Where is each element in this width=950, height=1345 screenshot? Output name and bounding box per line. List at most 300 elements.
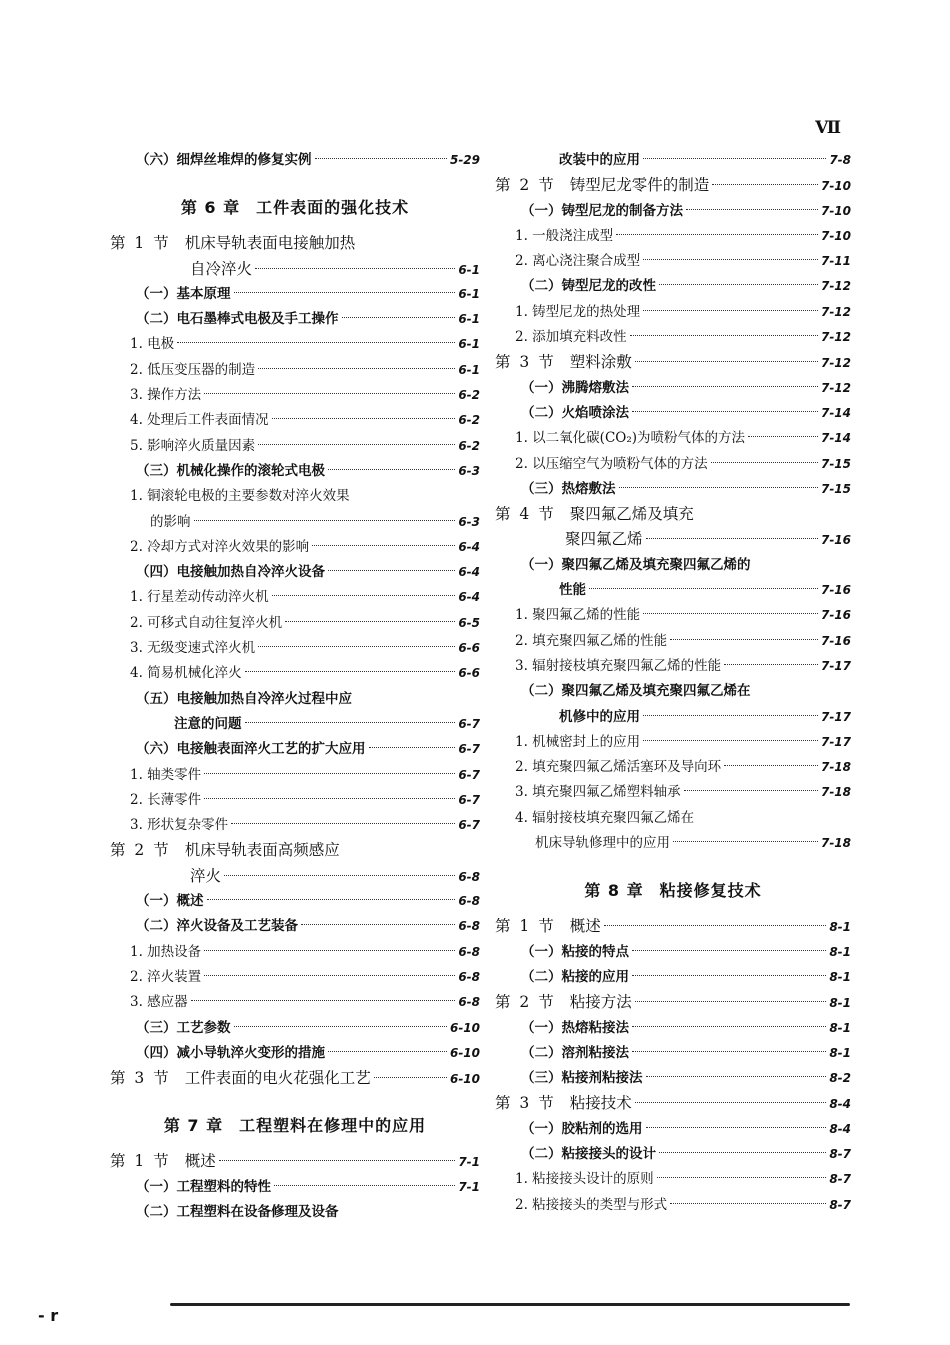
dot-leader [219, 1160, 456, 1161]
chapter-title: 工程塑料在修理中的应用 [239, 1116, 427, 1136]
toc-entry [110, 332, 480, 357]
toc-page-ref: 8-7 [829, 1197, 851, 1212]
dot-leader [670, 639, 818, 640]
toc-entry-title: （四）电接触加热自冷淬火设备 [136, 564, 325, 581]
dot-leader [643, 158, 826, 159]
toc-entry [110, 687, 480, 712]
toc-entry [110, 358, 480, 383]
toc-entry [110, 737, 480, 762]
toc-entry [495, 553, 851, 578]
toc-entry-title: 1. 行星差动传动淬火机 [130, 589, 269, 606]
toc-entry-title: 淬火 [190, 866, 222, 885]
dot-leader [616, 234, 818, 235]
toc-entry [495, 780, 851, 805]
toc-page-ref: 6-1 [458, 262, 480, 277]
toc-entry-title: （三）工艺参数 [136, 1019, 231, 1036]
chapter-spacer [110, 173, 480, 185]
toc-entry-title: 粘接技术 [569, 1094, 632, 1113]
toc-page-ref: 6-8 [458, 995, 480, 1010]
toc-entry [495, 527, 851, 552]
toc-entry [110, 636, 480, 661]
page-number: Ⅶ [815, 118, 840, 138]
toc-page-ref: 6-10 [449, 1020, 480, 1035]
toc-entry-title: 改装中的应用 [559, 152, 640, 168]
toc-page-ref: 6-1 [458, 337, 480, 352]
toc-entry-title: 3. 辐射接枝填充聚四氟乙烯的性能 [515, 657, 722, 674]
toc-entry-title: 3. 感应器 [130, 994, 188, 1011]
toc-page-ref: 6-4 [458, 565, 480, 580]
dot-leader [632, 411, 818, 412]
toc-page-ref: 6-8 [458, 869, 480, 884]
toc-entry [495, 300, 851, 325]
toc-entry [495, 452, 851, 477]
toc-entry [495, 1142, 851, 1167]
toc-page-ref: 6-7 [458, 818, 480, 833]
toc-entry [110, 1016, 480, 1041]
dot-leader [635, 1001, 827, 1002]
dot-leader [315, 158, 447, 159]
toc-entry [495, 477, 851, 502]
toc-entry [110, 1200, 480, 1225]
dot-leader [589, 588, 818, 589]
toc-entry [495, 401, 851, 426]
toc-page-ref: 6-3 [458, 514, 480, 529]
toc-entry [495, 679, 851, 704]
toc-entry-title: 2. 粘接接头的类型与形式 [515, 1196, 668, 1213]
toc-entry [495, 990, 851, 1015]
toc-page-ref: 8-4 [829, 1121, 851, 1136]
dot-leader [204, 773, 455, 774]
section-number: 第 4 节 [495, 505, 556, 524]
toc-entry-title: （二）电石墨棒式电极及手工操作 [136, 311, 339, 328]
toc-entry [110, 560, 480, 585]
toc-page-ref: 5-29 [449, 153, 480, 167]
toc-entry-title: （二）溶剂粘接法 [521, 1044, 629, 1061]
toc-entry-title: 2. 离心浇注聚合成型 [515, 253, 641, 270]
dot-leader [234, 1026, 447, 1027]
toc-entry [110, 1175, 480, 1200]
toc-entry-title: （二）铸型尼龙的改性 [521, 278, 656, 295]
dot-leader [245, 671, 456, 672]
toc-page-ref: 7-12 [820, 279, 851, 294]
toc-entry-title: 聚四氟乙烯 [565, 530, 643, 549]
toc-entry-title: 铸型尼龙零件的制造 [569, 176, 710, 195]
chapter-title: 工件表面的强化技术 [256, 198, 410, 218]
dot-leader [657, 1177, 827, 1178]
toc-entry-title: 1. 电极 [130, 336, 175, 353]
dot-leader [646, 538, 818, 539]
dot-leader [643, 613, 818, 614]
toc-entry [495, 1167, 851, 1192]
toc-entry-title: 4. 处理后工件表面情况 [130, 412, 269, 429]
toc-entry-title: 2. 填充聚四氟乙烯活塞环及导向环 [515, 759, 722, 776]
dot-leader [258, 646, 455, 647]
toc-page-ref: 7-12 [820, 304, 851, 319]
toc-page-ref: 6-8 [458, 919, 480, 934]
dot-leader [673, 841, 818, 842]
toc-page-ref: 7-17 [820, 709, 851, 724]
toc-entry [495, 629, 851, 654]
toc-entry-title: （二）聚四氟乙烯及填充聚四氟乙烯在 [521, 683, 751, 700]
toc-entry [495, 502, 851, 527]
toc-entry [110, 307, 480, 332]
section-number: 第 1 节 [495, 917, 556, 936]
toc-entry [110, 965, 480, 990]
toc-entry-title: 工件表面的电火花强化工艺 [184, 1069, 371, 1088]
dot-leader [632, 975, 826, 976]
toc-page-ref: 7-15 [820, 456, 851, 471]
dot-leader [224, 875, 455, 876]
toc-page-ref: 6-3 [458, 463, 480, 478]
toc-page-ref: 7-18 [820, 836, 851, 851]
toc-entry-title: （一）热熔粘接法 [521, 1019, 629, 1036]
toc-page-ref: 6-2 [458, 413, 480, 428]
toc-page-ref: 7-1 [458, 1155, 480, 1170]
toc-entry-title: （二）火焰喷涂法 [521, 404, 629, 421]
toc-entry-title: 4. 简易机械化淬火 [130, 665, 242, 682]
toc-entry-title: （二）淬火设备及工艺装备 [136, 918, 298, 935]
toc-page-ref: 6-7 [458, 716, 480, 731]
toc-entry-title: （四）减小导轨淬火变形的措施 [136, 1044, 325, 1061]
toc-entry-title: 2. 添加填充料改性 [515, 329, 627, 346]
dot-leader [712, 184, 818, 185]
toc-entry-title: （一）胶粘剂的选用 [521, 1120, 643, 1137]
dot-leader [177, 342, 455, 343]
toc-entry-title: 2. 可移式自动往复淬火机 [130, 614, 283, 631]
toc-entry-title: （一）聚四氟乙烯及填充聚四氟乙烯的 [521, 556, 751, 573]
toc-page-ref: 7-15 [820, 481, 851, 496]
toc-entry [495, 350, 851, 375]
toc-entry [495, 1091, 851, 1116]
toc-entry [110, 148, 480, 173]
section-number: 第 2 节 [495, 993, 556, 1012]
section-number: 第 1 节 [110, 234, 171, 253]
toc-entry-title: 机修中的应用 [559, 708, 640, 725]
toc-entry-title: 聚四氟乙烯及填充 [569, 505, 694, 524]
toc-entry-title: 1. 加热设备 [130, 943, 202, 960]
toc-entry [495, 831, 851, 856]
dot-leader [231, 823, 455, 824]
toc-entry [495, 730, 851, 755]
dot-leader [272, 595, 456, 596]
toc-entry-title: 1. 轴类零件 [130, 766, 202, 783]
dot-leader [272, 418, 456, 419]
toc-entry-title: 2. 冷却方式对淬火效果的影响 [130, 538, 310, 555]
dot-leader [274, 1185, 455, 1186]
toc-entry [495, 965, 851, 990]
dot-leader [245, 722, 456, 723]
toc-entry-title: （二）工程塑料在设备修理及设备 [136, 1203, 339, 1220]
chapter-number: 第 8 章 [584, 881, 644, 901]
toc-entry [110, 914, 480, 939]
toc-entry [495, 806, 851, 831]
toc-entry [110, 484, 480, 509]
toc-page-ref: 7-10 [820, 228, 851, 243]
toc-entry-title: 注意的问题 [174, 715, 242, 732]
toc-entry-title: 1. 粘接接头设计的原则 [515, 1171, 654, 1188]
dot-leader [643, 259, 818, 260]
toc-entry-title: 3. 操作方法 [130, 387, 202, 404]
toc-page-ref: 6-1 [458, 286, 480, 301]
section-number: 第 2 节 [110, 841, 171, 860]
toc-page-ref: 7-14 [820, 405, 851, 420]
dot-leader [630, 335, 818, 336]
toc-entry [110, 510, 480, 535]
toc-entry [110, 990, 480, 1015]
toc-page-ref: 7-14 [820, 431, 851, 446]
dot-leader [659, 284, 818, 285]
dot-leader [748, 436, 818, 437]
toc-entry [110, 889, 480, 914]
bottom-rule [170, 1303, 850, 1306]
toc-entry-title: 2. 填充聚四氟乙烯的性能 [515, 632, 668, 649]
toc-page-ref: 7-10 [820, 203, 851, 218]
dot-leader [659, 1152, 826, 1153]
toc-entry-title: （一）沸腾熔敷法 [521, 379, 629, 396]
toc-entry-title: 1. 铸型尼龙的热处理 [515, 303, 641, 320]
toc-entry [495, 325, 851, 350]
toc-entry [110, 383, 480, 408]
toc-left-column [110, 148, 480, 1225]
toc-entry [495, 1117, 851, 1142]
toc-entry [495, 249, 851, 274]
toc-right-column [495, 148, 851, 1218]
toc-entry-title: 1. 机械密封上的应用 [515, 733, 641, 750]
toc-page-ref: 7-11 [820, 254, 851, 269]
dot-leader [632, 1051, 826, 1052]
toc-entry-title: 2. 低压变压器的制造 [130, 361, 256, 378]
toc-page-ref: 6-8 [458, 944, 480, 959]
section-number: 第 3 节 [110, 1069, 171, 1088]
dot-leader [369, 747, 456, 748]
toc-page-ref: 6-1 [458, 362, 480, 377]
toc-entry-title: （五）电接触加热自冷淬火过程中应 [136, 690, 352, 707]
toc-entry-title: 2. 淬火装置 [130, 968, 202, 985]
dot-leader [194, 520, 456, 521]
chapter-number: 第 6 章 [180, 198, 241, 218]
toc-page-ref: 8-1 [829, 1020, 851, 1035]
toc-entry [110, 838, 480, 863]
toc-page-ref: 6-6 [458, 641, 480, 656]
dot-leader [258, 368, 455, 369]
toc-entry-title: 1. 聚四氟乙烯的性能 [515, 607, 641, 624]
toc-entry [495, 376, 851, 401]
chapter-spacer [495, 856, 851, 868]
toc-page-ref: 7-12 [820, 330, 851, 345]
toc-page-ref: 8-4 [829, 1097, 851, 1112]
dot-leader [643, 715, 818, 716]
toc-entry-title: 1. 铜滚轮电极的主要参数对淬火效果 [130, 488, 350, 505]
toc-page-ref: 7-16 [820, 608, 851, 623]
section-number: 第 2 节 [495, 176, 556, 195]
dot-leader [258, 444, 455, 445]
toc-entry [110, 408, 480, 433]
toc-entry [110, 712, 480, 737]
toc-page-ref: 6-5 [458, 615, 480, 630]
dot-leader [342, 317, 456, 318]
toc-entry [495, 603, 851, 628]
toc-entry [495, 654, 851, 679]
toc-entry-title: 2. 长薄零件 [130, 791, 202, 808]
dot-leader [191, 1000, 456, 1001]
toc-entry [495, 199, 851, 224]
toc-page-ref: 7-1 [458, 1179, 480, 1194]
chapter-spacer [110, 1091, 480, 1103]
toc-page-ref: 6-8 [458, 969, 480, 984]
dot-leader [643, 740, 818, 741]
toc-entry-title: 粘接方法 [569, 993, 632, 1012]
toc-page-ref: 6-4 [458, 590, 480, 605]
dot-leader [635, 1102, 827, 1103]
toc-entry [110, 940, 480, 965]
toc-entry [495, 578, 851, 603]
toc-entry-title: 性能 [559, 582, 586, 599]
toc-page-ref: 7-16 [820, 583, 851, 598]
toc-entry-title: 3. 无级变速式淬火机 [130, 640, 256, 657]
dot-leader [301, 924, 455, 925]
toc-page-ref: 8-2 [829, 1071, 851, 1086]
toc-entry-title: （一）基本原理 [136, 285, 231, 302]
dot-leader [619, 487, 818, 488]
toc-entry [110, 661, 480, 686]
toc-entry-title: 机床导轨修理中的应用 [535, 835, 670, 852]
chapter-heading [110, 1103, 480, 1149]
toc-entry [110, 282, 480, 307]
dot-leader [328, 1051, 447, 1052]
dot-leader [255, 268, 455, 269]
dot-leader [604, 925, 827, 926]
toc-page-ref: 6-6 [458, 666, 480, 681]
toc-entry [110, 864, 480, 889]
toc-page-ref: 7-12 [820, 356, 851, 371]
dot-leader [204, 393, 455, 394]
dot-leader [328, 570, 455, 571]
toc-entry [495, 755, 851, 780]
toc-page-ref: 7-8 [829, 153, 851, 167]
dot-leader [724, 765, 818, 766]
toc-entry [495, 940, 851, 965]
dot-leader [670, 1203, 826, 1204]
toc-entry [495, 914, 851, 939]
toc-entry-title: 3. 形状复杂零件 [130, 817, 229, 834]
toc-entry-title: 的影响 [150, 513, 191, 530]
toc-page-ref: 7-17 [820, 658, 851, 673]
section-number: 第 3 节 [495, 1094, 556, 1113]
toc-page-ref: 7-17 [820, 734, 851, 749]
toc-page-ref: 6-10 [449, 1045, 480, 1060]
toc-entry-title: 机床导轨表面高频感应 [184, 841, 340, 860]
toc-entry [110, 1041, 480, 1066]
toc-entry [110, 257, 480, 282]
dot-leader [724, 664, 818, 665]
corner-mark: - r [38, 1306, 59, 1325]
toc-page-ref: 6-2 [458, 438, 480, 453]
dot-leader [207, 899, 456, 900]
toc-page-ref: 8-7 [829, 1146, 851, 1161]
toc-entry [110, 813, 480, 838]
toc-entry [110, 231, 480, 256]
toc-page-ref: 6-7 [458, 742, 480, 757]
dot-leader [643, 310, 818, 311]
toc-entry-title: （二）粘接的应用 [521, 968, 629, 985]
toc-entry-title: （一）铸型尼龙的制备方法 [521, 202, 683, 219]
toc-page-ref: 8-1 [829, 944, 851, 959]
dot-leader [374, 1077, 447, 1078]
dot-leader [204, 975, 455, 976]
toc-page-ref: 7-12 [820, 380, 851, 395]
toc-entry-title: 3. 填充聚四氟乙烯塑料轴承 [515, 784, 681, 801]
toc-page-ref: 7-16 [820, 533, 851, 548]
toc-entry-title: 1. 一般浇注成型 [515, 227, 614, 244]
toc-page-ref: 6-1 [458, 312, 480, 327]
toc-page-ref: 6-7 [458, 767, 480, 782]
toc-page-ref: 6-7 [458, 792, 480, 807]
toc-page-ref: 8-1 [829, 920, 851, 935]
toc-page-ref: 8-1 [829, 996, 851, 1011]
toc-entry-title: 机床导轨表面电接触加热 [184, 234, 356, 253]
toc-entry [495, 274, 851, 299]
toc-entry [495, 148, 851, 173]
toc-entry-title: 5. 影响淬火质量因素 [130, 437, 256, 454]
dot-leader [632, 950, 826, 951]
toc-page-ref: 8-1 [829, 969, 851, 984]
chapter-number: 第 7 章 [163, 1116, 224, 1136]
toc-page-ref: 6-8 [458, 894, 480, 909]
toc-entry [110, 788, 480, 813]
toc-entry [110, 585, 480, 610]
chapter-title: 粘接修复技术 [659, 881, 762, 901]
dot-leader [684, 790, 818, 791]
toc-entry [495, 705, 851, 730]
toc-page-ref: 7-16 [820, 633, 851, 648]
chapter-heading [110, 185, 480, 231]
dot-leader [646, 1076, 827, 1077]
dot-leader [328, 469, 455, 470]
toc-entry-title: （三）粘接剂粘接法 [521, 1070, 643, 1087]
dot-leader [686, 209, 818, 210]
toc-entry-title: 4. 辐射接枝填充聚四氟乙烯在 [515, 809, 695, 826]
toc-page-ref: 7-18 [820, 785, 851, 800]
toc-entry-title: 2. 以压缩空气为喷粉气体的方法 [515, 455, 708, 472]
toc-entry-title: （二）粘接接头的设计 [521, 1145, 656, 1162]
toc-entry [495, 173, 851, 198]
dot-leader [632, 386, 818, 387]
toc-entry [110, 611, 480, 636]
toc-entry [110, 535, 480, 560]
toc-entry-title: （六）细焊丝堆焊的修复实例 [136, 152, 312, 168]
toc-page-ref: 6-4 [458, 539, 480, 554]
toc-entry [110, 434, 480, 459]
toc-entry-title: （一）概述 [136, 893, 204, 910]
toc-entry [495, 1066, 851, 1091]
toc-entry [495, 1041, 851, 1066]
toc-page-ref: 7-10 [820, 179, 851, 194]
toc-entry [110, 1066, 480, 1091]
toc-entry-title: （三）机械化操作的滚轮式电极 [136, 462, 325, 479]
toc-page-ref: 6-2 [458, 388, 480, 403]
toc-entry [110, 763, 480, 788]
toc-entry-title: 概述 [184, 1152, 216, 1171]
toc-page-ref: 8-7 [829, 1172, 851, 1187]
toc-entry-title: （三）热熔敷法 [521, 480, 616, 497]
toc-entry [495, 1016, 851, 1041]
toc-entry [495, 224, 851, 249]
toc-page-ref: 7-18 [820, 760, 851, 775]
section-number: 第 3 节 [495, 353, 556, 372]
dot-leader [711, 462, 818, 463]
toc-entry-title: 概述 [569, 917, 601, 936]
dot-leader [646, 1127, 827, 1128]
